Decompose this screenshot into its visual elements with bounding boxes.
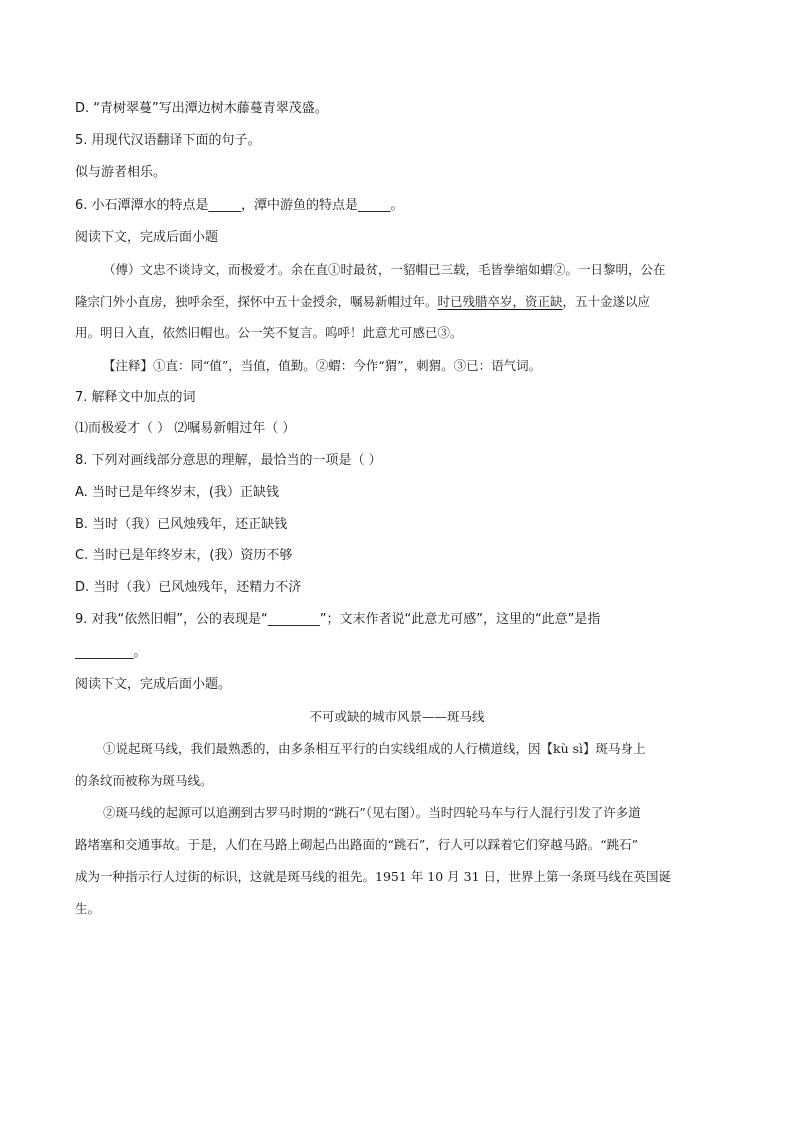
passage1-line-1: （傅）文忠不谈诗文，而极爱才。余在直①时最贫，一貂帽已三载，毛皆拳缩如蝟②。一日黎明，公在 xyxy=(103,262,666,277)
passage2-p2-line-4: 生。 xyxy=(75,901,101,916)
underlined-phrase: 时已残腊卒岁，资正缺 xyxy=(437,294,563,309)
question-8-option-b: B. 当时（我）已风烛残年，还正缺钱 xyxy=(75,517,288,532)
passage2-p1-line-2: 的条纹而被称为斑马线。 xyxy=(75,773,213,788)
passage1-line-2 xyxy=(75,292,650,312)
question-6: 6. 小石潭潭水的特点是_____，潭中游鱼的特点是_____。 xyxy=(75,198,404,213)
question-8-option-a: A. 当时已是年终岁末，(我）正缺钱 xyxy=(75,485,280,500)
passage1-line-3: 用。明日入直，依然旧帽也。公一笑不复言。呜呼！此意尤可感已③。 xyxy=(75,325,463,340)
passage1-line-2-end: ，五十金遂以应 xyxy=(562,294,651,309)
reading-intro-2: 阅读下文，完成后面小题。 xyxy=(75,677,232,692)
reading-intro-1: 阅读下文，完成后面小题 xyxy=(75,230,219,245)
question-7: 7. 解释文中加点的词 xyxy=(75,390,196,405)
passage2-p2-line-3: 成为一种指示行人过街的标识，这就是斑马线的祖先。1951 年 10 月 31 日，世界上第一条斑马线在英国诞 xyxy=(75,869,671,884)
passage2-p2-line-2: 路堵塞和交通事故。于是，人们在马路上砌起凸出路面的“跳石”，行人可以踩着它们穿越马路。“跳石” xyxy=(75,837,639,852)
question-9-line-2: _________。 xyxy=(75,645,147,660)
question-7-items: ⑴而极爱才（ ） ⑵嘱易新帽过年（ ） xyxy=(75,421,296,436)
passage2-p2-line-1: ②斑马线的起源可以追溯到古罗马时期的“跳石”（见右图）。当时四轮马车与行人混行引发了许多道 xyxy=(103,805,641,820)
question-8-option-c: C. 当时已是年终岁末，(我）资历不够 xyxy=(75,548,293,563)
question-9-line-1: 9. 对我“依然旧帽”，公的表现是“________”；文末作者说“此意尤可感”，这里的“此意”是指 xyxy=(75,612,601,627)
passage1-note: 【注释】①直：同“值”，当值，值勤。②蝟：今作“猬”，刺猬。③已：语气词。 xyxy=(103,358,542,373)
question-5-sentence: 似与游者相乐。 xyxy=(75,165,167,180)
question-8: 8. 下列对画线部分意思的理解，最恰当的一项是（ ） xyxy=(75,453,382,468)
passage2-title: 不可或缺的城市风景——斑马线 xyxy=(309,709,485,724)
passage2-p1-line-1: ①说起斑马线，我们最熟悉的，由多条相互平行的白实线组成的人行横道线，因【kù sì】斑马身上 xyxy=(103,741,646,756)
question-8-option-d: D. 当时（我）已风烛残年，还精力不济 xyxy=(75,580,302,595)
question-5: 5. 用现代汉语翻译下面的句子。 xyxy=(75,133,261,148)
q4-option-d: D. “青树翠蔓”写出潭边树木藤蔓青翠茂盛。 xyxy=(75,101,328,116)
passage1-line-2-start: 隆宗门外小直房，独呼余至，探怀中五十金授余，嘱易新帽过年。 xyxy=(75,294,438,309)
